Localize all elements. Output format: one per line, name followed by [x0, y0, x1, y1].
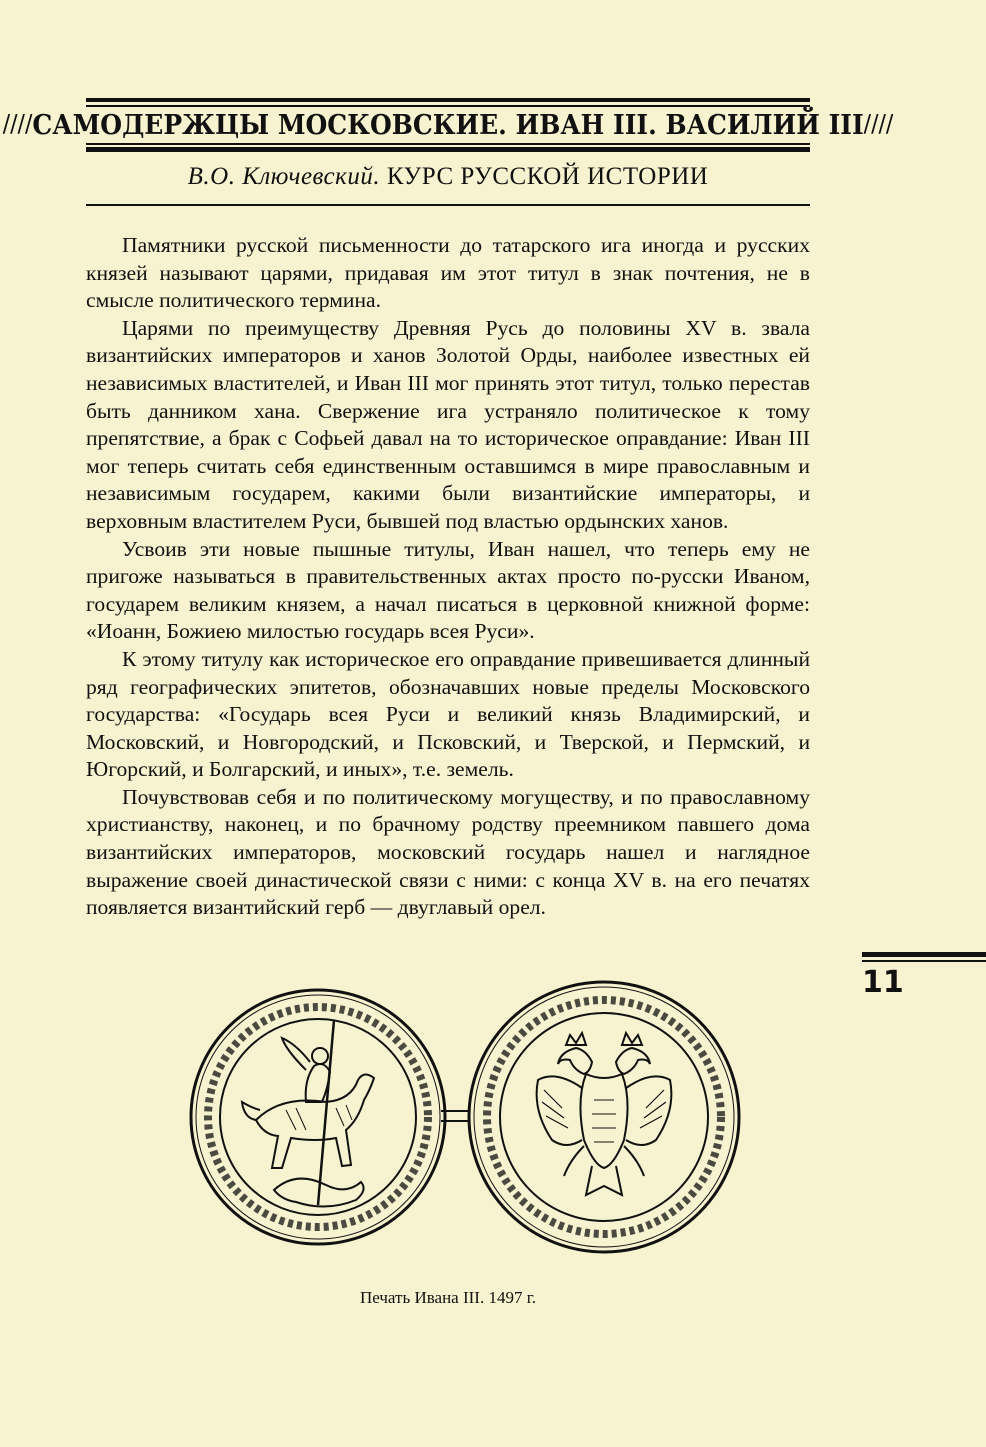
header-hatch-left: //// [2, 110, 33, 138]
subtitle-rule [86, 204, 810, 206]
header-bottom-rule-thin [86, 143, 810, 145]
header-top-rule-thick [86, 98, 810, 102]
subtitle-work: КУРС РУССКОЙ ИСТОРИИ [386, 163, 709, 190]
paragraph: К этому титулу как историческое его оправдание привешивается длинный ряд географических эпитетов, обозначавших новые пределы Московского государства: «Государь всея Руси и великий князь Владимирский, и Московский, и Новгородский, и Псковский, и Тверской, и Пермский, и Югорский, и Болгарский, и иных», т.е. земель. [86, 646, 810, 782]
seal-horseman-icon [191, 990, 445, 1244]
seal-illustration [186, 990, 746, 1240]
paragraph: Почувствовав себя и по политическому могуществу, и по православному христианству, наконец, и по брачному родству преемником павшего дома византийских императоров, московский государь нашел и наглядное выражение своей династической связи с ними: с конца XV в. на его печатях появляется византийский герб — двуглавый орел. [86, 784, 810, 920]
header-hatch-right: //// [863, 110, 894, 138]
page-number: 11 [862, 965, 904, 1000]
page-tab-rule-thin [862, 960, 986, 962]
header-bottom-rule-thick [86, 147, 810, 152]
paragraph: Царями по преимуществу Древняя Русь до половины XV в. звала византийских императоров и ханов Золотой Орды, наиболее известных ей независимых властителей, и Иван III мог принять этот титул, только перестав быть данником хана. Свержение ига устраняло политическое к тому препятствие, а брак с Софьей давал на то историческое оправдание: Иван III мог теперь считать себя единственным оставшимся в мире православным и независимым государем, какими были византийские императоры, и верховным властителем Руси, бывшей под властью ордынских ханов. [86, 315, 810, 533]
figure-caption: Печать Ивана III. 1497 г. [359, 1288, 537, 1307]
subtitle-author: В.О. Ключевский. [187, 163, 381, 190]
page-tab-rule-thick [862, 952, 986, 957]
header-title-text: САМОДЕРЖЦЫ МОСКОВСКИЕ. ИВАН III. ВАСИЛИЙ III [32, 108, 864, 140]
seal-eagle-icon [469, 982, 739, 1252]
paragraph: Усвоив эти новые пышные титулы, Иван нашел, что теперь ему не пригоже называться в правительственных актах просто по-русски Иваном, государем великим князем, а начал писаться в церковной книжной форме: «Иоанн, Божиею милостью государь всея Руси». [86, 536, 810, 644]
book-subtitle [86, 163, 810, 191]
running-header [2, 106, 894, 141]
body-text [86, 232, 810, 922]
paragraph: Памятники русской письменности до татарского ига иногда и русских князей называют царями, придавая им этот титул в знак почтения, не в смысле политического термина. [86, 233, 810, 313]
